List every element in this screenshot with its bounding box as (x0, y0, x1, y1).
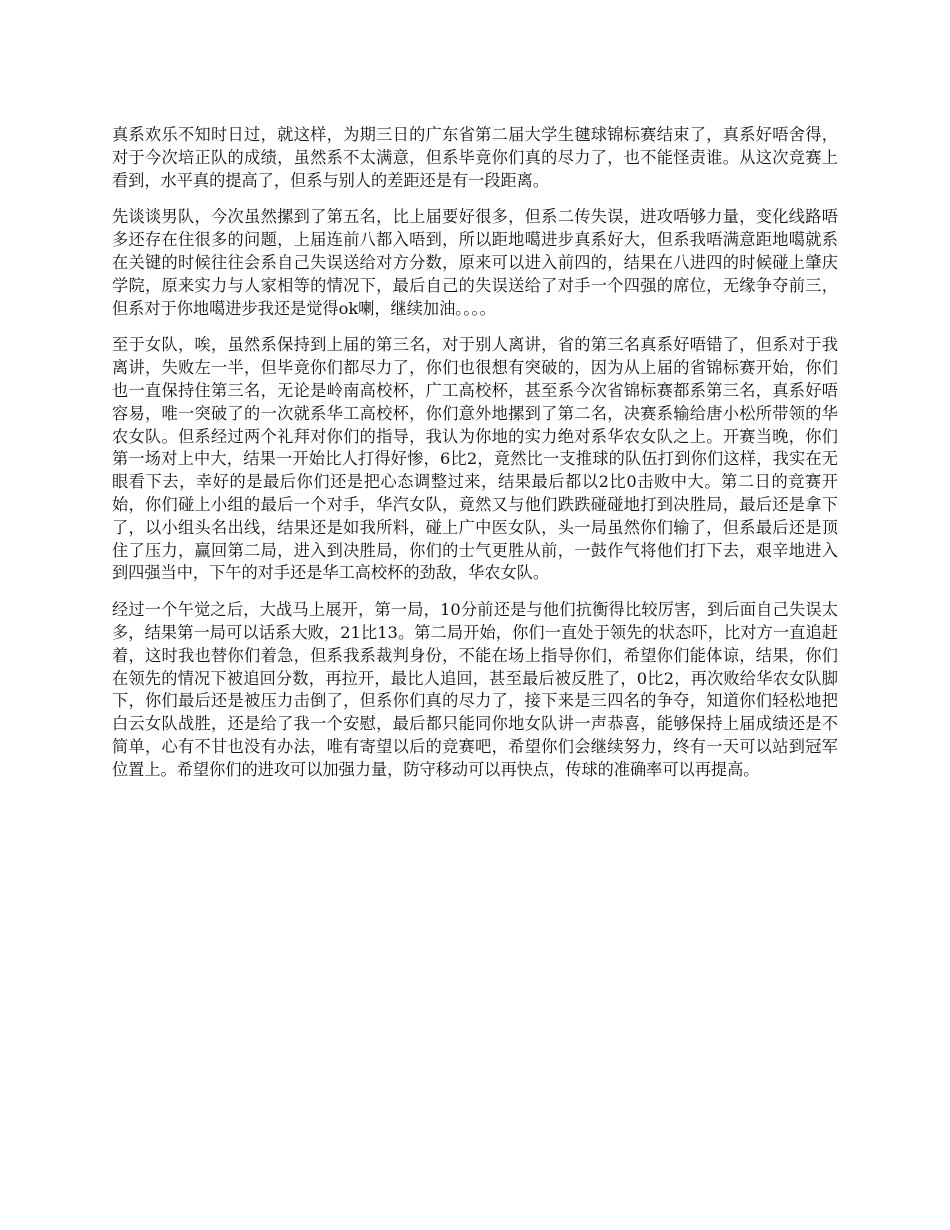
document-body (112, 124, 838, 796)
paragraph-women-team: 至于女队，唉，虽然系保持到上届的第三名，对于别人离讲，省的第三名真系好唔错了，但系对于我离讲，失败左一半，但毕竟你们都尽力了，你们也很想有突破的，因为从上届的省锦标赛开始，你们也一直保持住第三名，无论是岭南高校杯，广工高校杯，甚至系今次省锦标赛都系第三名，真系好唔容易，唯一突破了的一次就系华工高校杯，你们意外地摞到了第二名，决赛系输给唐小松所带领的华农女队。但系经过两个礼拜对你们的指导，我认为你地的实力绝对系华农女队之上。开赛当晚，你们第一场对上中大，结果一开始比人打得好惨，6比2，竟然比一支推球的队伍打到你们这样，我实在无眼看下去，幸好的是最后你们还是把心态调整过来，结果最后都以2比0击败中大。第二日的竞赛开始，你们碰上小组的最后一个对手，华汽女队，竟然又与他们跌跌碰碰地打到决胜局，最后还是拿下了，以小组头名出线，结果还是如我所料，碰上广中医女队，头一局虽然你们输了，但系最后还是顶住了压力，赢回第二局，进入到决胜局，你们的士气更胜从前，一鼓作气将他们打下去，艰辛地进入到四强当中，下午的对手还是华工高校杯的劲敌，华农女队。 (112, 335, 838, 583)
paragraph-intro: 真系欢乐不知时日过，就这样，为期三日的广东省第二届大学生毽球锦标赛结束了，真系好唔舍得，对于今次培正队的成绩，虽然系不太满意，但系毕竟你们真的尽力了，也不能怪责谁。从这次竞赛上看到，水平真的提高了，但系与别人的差距还是有一段距离。 (112, 125, 838, 190)
paragraph-men-team: 先谈谈男队，今次虽然摞到了第五名，比上届要好很多，但系二传失误，进攻唔够力量，变化线路唔多还存在住很多的问题，上届连前八都入唔到，所以距地噶进步真系好大，但系我唔满意距地噶就系在关键的时候往往会系自己失误送给对方分数，原来可以进入前四的，结果在八进四的时候碰上肇庆学院，原来实力与人家相等的情况下，最后自己的失误送给了对手一个四强的席位，无缘争夺前三，但系对于你地噶进步我还是觉得ok喇，继续加油。。。。 (112, 207, 838, 318)
paragraph-semifinal: 经过一个午觉之后，大战马上展开，第一局，10分前还是与他们抗衡得比较厉害，到后面自己失误太多，结果第一局可以话系大败，21比13。第二局开始，你们一直处于领先的状态吓，比对方一直追赶着，这时我也替你们着急，但系我系裁判身份，不能在场上指导你们，希望你们能体谅，结果，你们在领先的情况下被追回分数，再拉开，最比人追回，甚至最后被反胜了，0比2，再次败给华农女队脚下，你们最后还是被压力击倒了，但系你们真的尽力了，接下来是三四名的争夺，知道你们轻松地把白云女队战胜，还是给了我一个安慰，最后都只能同你地女队讲一声恭喜，能够保持上届成绩还是不简单，心有不甘也没有办法，唯有寄望以后的竞赛吧，希望你们会继续努力，终有一天可以站到冠军位置上。希望你们的进攻可以加强力量，防守移动可以再快点，传球的准确率可以再提高。 (112, 600, 838, 779)
